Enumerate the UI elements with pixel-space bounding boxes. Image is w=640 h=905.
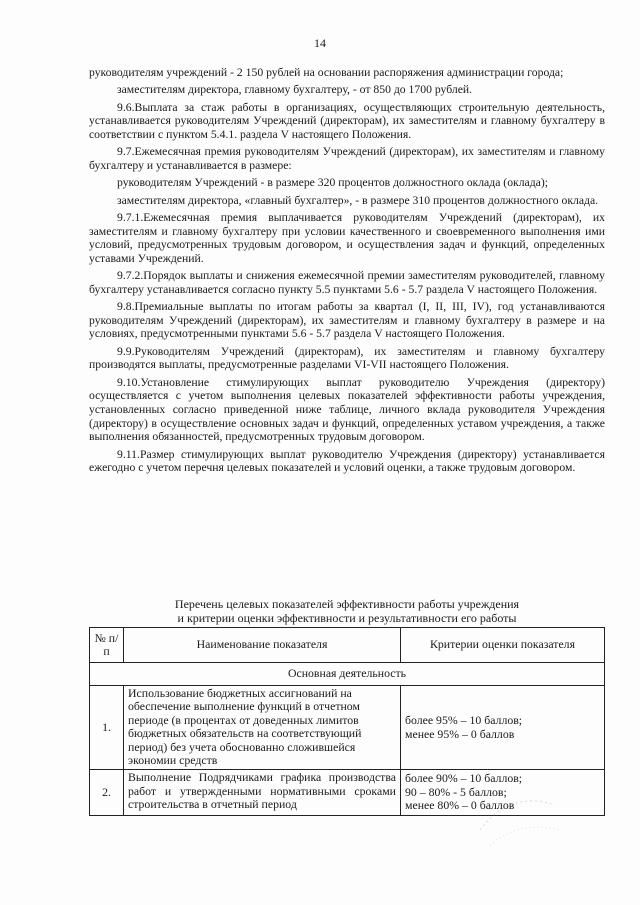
header-num: № п/п: [90, 628, 124, 663]
page-number: 14: [314, 36, 326, 50]
criteria-line: более 90% – 10 баллов;: [405, 771, 523, 786]
paragraph: 9.8.Премиальные выплаты по итогам работы за квартал (I, II, III, IV), год устанавливаются руководителям Учреждений (директорам), их заместителям и главному бухгалтеру в размере и на условиях, предусмотренными пунктами 5.6 - 5.7 раздела V настоящего Положения.: [89, 300, 605, 341]
header-name: Наименование показателя: [124, 628, 401, 663]
table-title-line: и критерии оценки эффективности и результативности его работы: [177, 611, 517, 625]
paragraph: 9.9.Руководителям Учреждений (директорам), их заместителям и главному бухгалтеру производятся выплаты, предусмотренные разделами VI-VII настоящего Положения.: [89, 344, 605, 372]
paragraph: руководителям учреждений - 2 150 рублей на основании распоряжения администрации города;: [89, 66, 564, 79]
paragraph: 9.7.1.Ежемесячная премия выплачивается руководителям Учреждений (директорам), их заместителям и главному бухгалтеру при условии качественного и своевременного выполнения ими условий, предусмотренных трудовым договором, и осуществления задач и функций, определенных уставами Учреждений.: [89, 211, 605, 265]
section-row: [90, 663, 605, 686]
paragraph: заместителям директора, «главный бухгалтер», - в размере 310 процентов должностного оклада.: [117, 193, 599, 207]
faint-stamp-mark: [460, 770, 570, 860]
paragraph: 9.6.Выплата за стаж работы в организациях, осуществляющих строительную деятельность, устанавливается руководителям Учреждений (директорам), их заместителям и главному бухгалтеру в соответствии с пунктом 5.4.1. раздела V настоящего Положения.: [89, 100, 605, 141]
paragraph: заместителям директора, главному бухгалтеру, - от 850 до 1700 рублей.: [117, 83, 473, 97]
criteria-line: более 95% – 10 баллов;: [405, 713, 523, 728]
row-name: Выполнение Подрядчиками графика производства работ и утвержденными нормативными сроками строительства в отчетный период: [124, 770, 401, 815]
paragraph: 9.11.Размер стимулирующих выплат руководителю Учреждения (директору) устанавливается ежегодно с учетом перечня целевых показателей и условий оценки, а также трудовым договором.: [89, 447, 605, 475]
row-criteria: [401, 686, 605, 770]
header-criteria: Критерии оценки показателя: [401, 628, 605, 663]
criteria-line: 90 – 80% - 5 баллов;: [405, 784, 507, 799]
row-num: 1.: [90, 686, 124, 770]
criteria-line: менее 80% – 0 баллов: [405, 798, 515, 813]
paragraph: 9.10.Установление стимулирующих выплат руководителю Учреждения (директору) осуществляется с учетом выполнения целевых показателей эффективности работы учреждения, установленных согласно приведенной ниже таблице, личного вклада руководителя Учреждения (директору) в осуществление основных задач и функций, определенных уставом учреждения, а также выполнения обязанностей, предусмотренных трудовым договором.: [89, 375, 605, 444]
table-row: [90, 686, 605, 770]
paragraph: руководителям Учреждений - в размере 320 процентов должностного оклада (оклада);: [117, 176, 549, 190]
table-title-line: Перечень целевых показателей эффективности работы учреждения: [174, 597, 520, 611]
row-name: Использование бюджетных ассигнований на обеспечение выполнение функций в отчетном периоде (в процентах от доведенных лимитов бюджетных обязательств на соответствующий период) без учета обоснованно сложившейся экономии средств: [124, 686, 401, 770]
paragraph: 9.7.Ежемесячная премия руководителям Учреждений (директорам), их заместителям и главному бухгалтеру и устанавливается в размере:: [89, 145, 605, 172]
criteria-line: менее 95% – 0 баллов: [405, 726, 515, 741]
section-label: Основная деятельность: [90, 663, 605, 686]
paragraph: 9.7.2.Порядок выплаты и снижения ежемесячной премии заместителям руководителей, главному бухгалтеру устанавливается согласно пункту 5.5 пунктами 5.6 - 5.7 раздела V настоящего Положения.: [89, 269, 605, 296]
row-num: 2.: [90, 770, 124, 815]
table-header-row: [90, 628, 605, 663]
table-title: [89, 597, 605, 625]
body-text: [89, 66, 605, 479]
